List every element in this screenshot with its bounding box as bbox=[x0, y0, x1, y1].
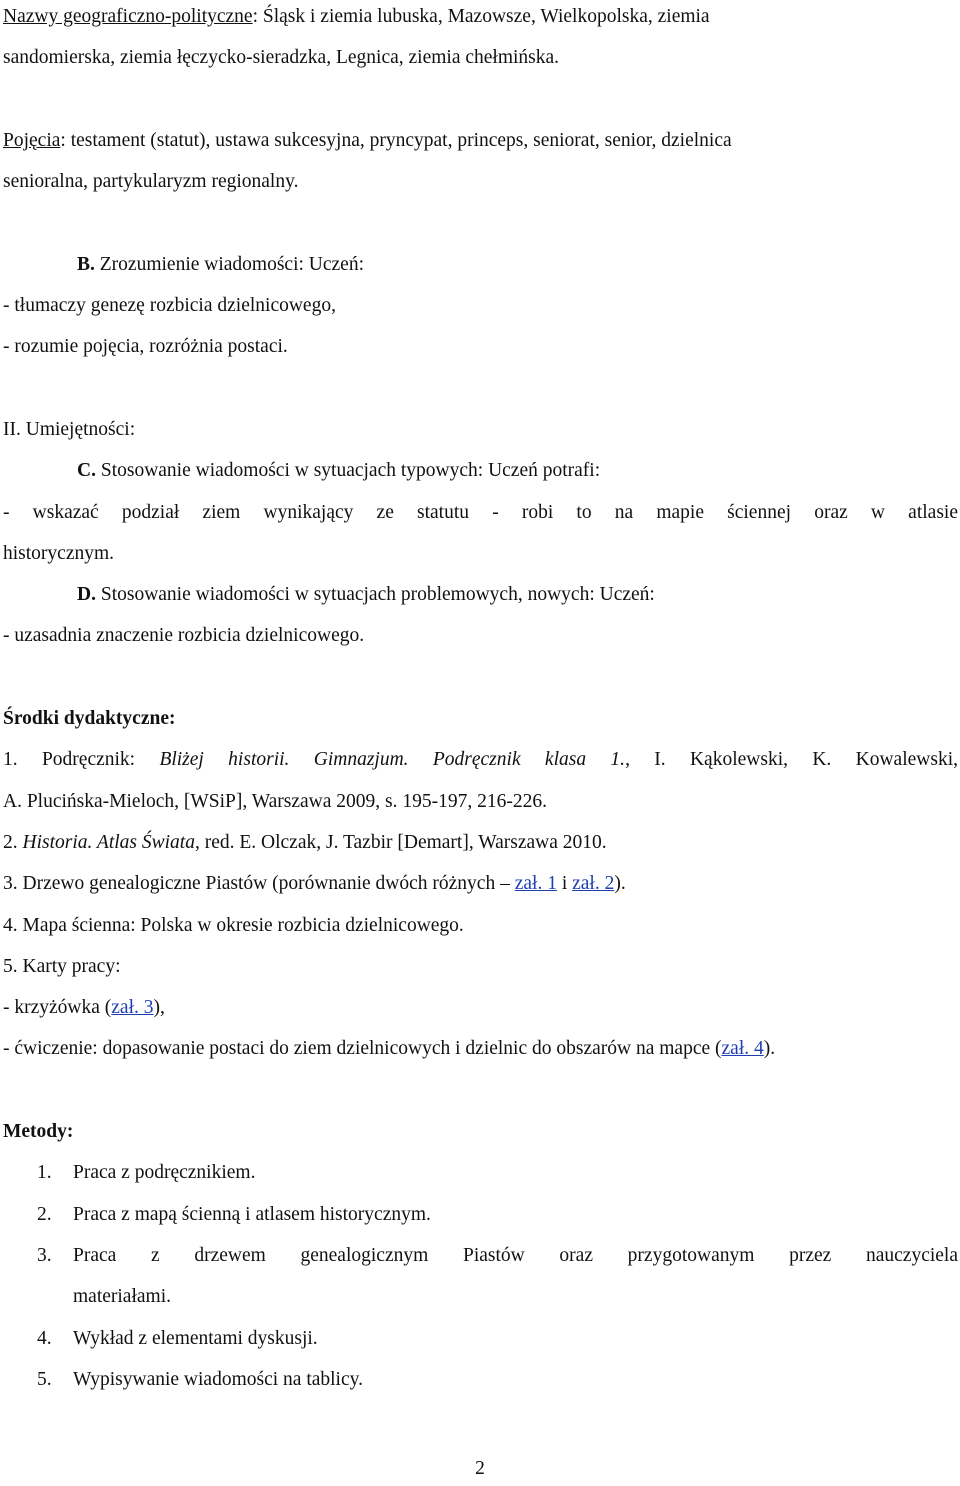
aid-item-1-line2: A. Plucińska-Mieloch, [WSiP], Warszawa 2009, s. 195-197, 216-226. bbox=[3, 790, 547, 812]
aid-item-2-rest: , red. E. Olczak, J. Tazbir [Demart], Warszawa 2010. bbox=[194, 831, 607, 853]
geo-names-text: : Śląsk i ziemia lubuska, Mazowsze, Wielkopolska, ziemia bbox=[252, 6, 710, 27]
aid-item-5b-prefix: - ćwiczenie: dopasowanie postaci do ziem dzielnicowych i dzielnic do obszarów na mapce ( bbox=[3, 1038, 722, 1060]
method-item-3-text: Praca z drzewem genealogicznym Piastów oraz przygotowanym przez nauczyciela bbox=[73, 1244, 958, 1266]
concepts-text: : testament (statut), ustawa sukcesyjna, pryncypat, princeps, seniorat, senior, dzielnica bbox=[60, 129, 732, 151]
geo-names-label: Nazwy geograficzno-polityczne bbox=[3, 6, 253, 27]
section-b-heading bbox=[3, 244, 958, 285]
method-item-4-num: 4. bbox=[37, 1327, 52, 1349]
section-b-title: Zrozumienie wiadomości: Uczeń: bbox=[94, 253, 365, 275]
document-page bbox=[3, 0, 958, 1400]
geo-names-line2: sandomierska, ziemia łęczycko-sieradzka, Legnica, ziemia chełmińska. bbox=[3, 47, 560, 69]
method-item-1 bbox=[3, 1152, 958, 1193]
aid-item-2-prefix: 2. bbox=[3, 831, 23, 853]
aid-item-5: 5. Karty pracy: bbox=[3, 955, 121, 977]
section-d-heading bbox=[3, 574, 958, 615]
method-item-1-num: 1. bbox=[37, 1162, 52, 1184]
section-d-item: - uzasadnia znaczenie rozbicia dzielnicowego. bbox=[3, 625, 365, 647]
geo-names-line1 bbox=[3, 0, 958, 37]
method-item-3-text2: materiałami. bbox=[73, 1286, 171, 1308]
section-d-title: Stosowanie wiadomości w sytuacjach problemowych, nowych: Uczeń: bbox=[95, 584, 655, 606]
concepts-line1 bbox=[3, 120, 958, 161]
section-c-item-text: - wskazać podział ziem wynikający ze statutu - robi to na mapie ściennej oraz w atlasie bbox=[3, 501, 958, 523]
section-b-item-2: - rozumie pojęcia, rozróżnia postaci. bbox=[3, 336, 288, 358]
aid-item-5b-suffix: ). bbox=[763, 1038, 776, 1060]
method-item-5 bbox=[3, 1359, 958, 1400]
section-d-letter: D. bbox=[77, 584, 96, 606]
method-item-4 bbox=[3, 1318, 958, 1359]
method-item-4-text: Wykład z elementami dyskusji. bbox=[73, 1327, 318, 1349]
method-item-2-text: Praca z mapą ścienną i atlasem historycznym. bbox=[73, 1203, 431, 1225]
aid-item-1-line1 bbox=[3, 739, 958, 780]
aid-item-5a bbox=[3, 987, 958, 1028]
method-item-3 bbox=[3, 1235, 958, 1318]
concepts-label: Pojęcia bbox=[3, 129, 61, 151]
aid-item-3-mid: i bbox=[556, 873, 573, 895]
aid-item-1-prefix: 1. Podręcznik: bbox=[3, 749, 160, 771]
method-item-3-body bbox=[73, 1235, 958, 1318]
aid-item-2-title: Historia. Atlas Świata bbox=[22, 831, 195, 853]
method-item-2 bbox=[3, 1194, 958, 1235]
aid-item-1-rest: , I. Kąkolewski, K. Kowalewski, bbox=[625, 749, 958, 771]
section-b-letter: B. bbox=[77, 253, 95, 275]
attachment-3-link[interactable]: zał. 3 bbox=[111, 997, 154, 1019]
method-item-2-num: 2. bbox=[37, 1203, 52, 1225]
page-number: 2 bbox=[475, 1458, 485, 1479]
aid-item-3-prefix: 3. Drzewo genealogiczne Piastów (porównanie dwóch różnych – bbox=[3, 873, 515, 895]
aid-item-5b bbox=[3, 1028, 958, 1069]
method-item-5-text: Wypisywanie wiadomości na tablicy. bbox=[73, 1368, 363, 1390]
aid-item-5a-prefix: - krzyżówka ( bbox=[3, 997, 112, 1019]
aid-item-1-title: Bliżej historii. Gimnazjum. Podręcznik klasa 1. bbox=[159, 749, 626, 771]
method-item-1-text: Praca z podręcznikiem. bbox=[73, 1162, 256, 1184]
section-c-letter: C. bbox=[77, 460, 96, 482]
section-c-title: Stosowanie wiadomości w sytuacjach typowych: Uczeń potrafi: bbox=[95, 460, 601, 482]
attachment-2-link[interactable]: zał. 2 bbox=[572, 873, 615, 895]
aid-item-5a-suffix: ), bbox=[153, 997, 165, 1019]
method-item-3-num: 3. bbox=[37, 1244, 52, 1266]
method-item-5-num: 5. bbox=[37, 1368, 52, 1390]
section-c-item-line1 bbox=[3, 492, 958, 533]
aid-item-3-suffix: ). bbox=[614, 873, 626, 895]
section-b-item-1: - tłumaczy genezę rozbicia dzielnicowego, bbox=[3, 295, 336, 317]
section-ii-heading: II. Umiejętności: bbox=[3, 418, 136, 440]
aid-item-2 bbox=[3, 822, 958, 863]
aid-item-3 bbox=[3, 863, 958, 904]
concepts-line2: senioralna, partykularyzm regionalny. bbox=[3, 171, 299, 193]
section-c-heading bbox=[3, 450, 958, 491]
attachment-4-link[interactable]: zał. 4 bbox=[721, 1038, 764, 1060]
attachment-1-link[interactable]: zał. 1 bbox=[514, 873, 557, 895]
teaching-aids-heading: Środki dydaktyczne: bbox=[3, 708, 176, 730]
section-c-item-line2: historycznym. bbox=[3, 542, 115, 564]
aid-item-4: 4. Mapa ścienna: Polska w okresie rozbicia dzielnicowego. bbox=[3, 914, 464, 936]
methods-heading: Metody: bbox=[3, 1121, 74, 1143]
